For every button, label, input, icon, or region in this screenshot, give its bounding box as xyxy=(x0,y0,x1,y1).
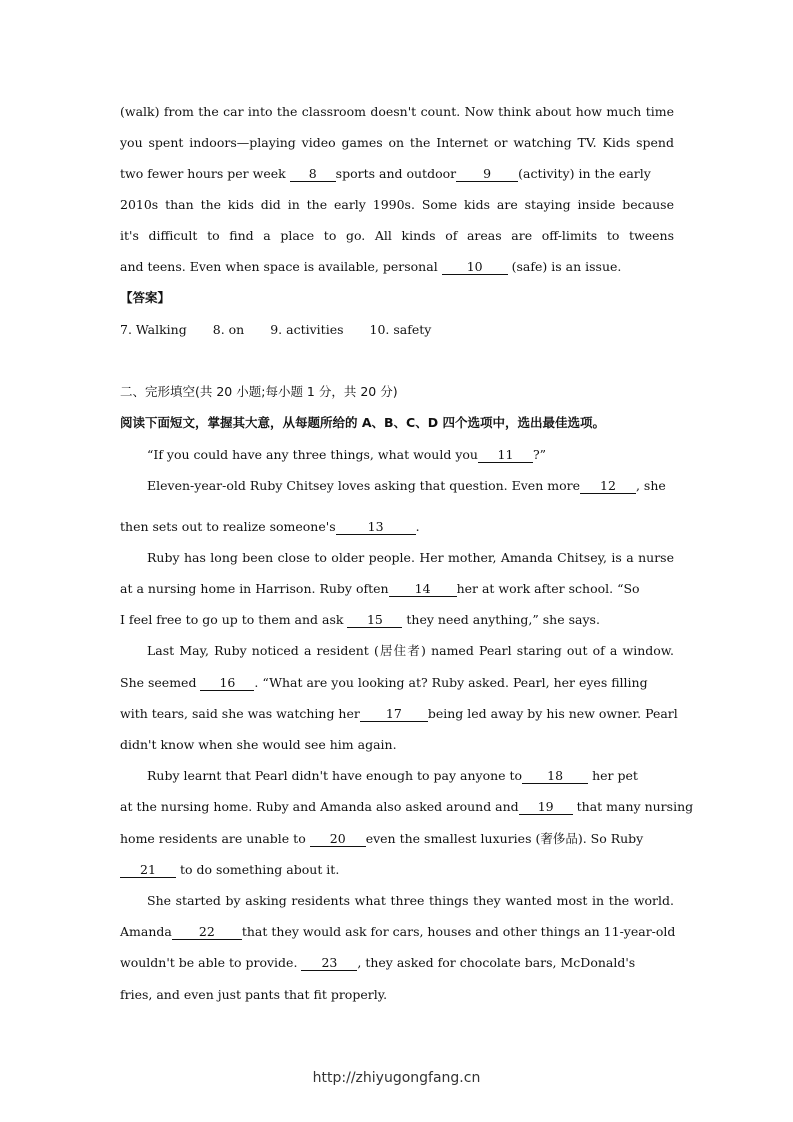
p-line-1 xyxy=(147,447,674,463)
line-1: (walk) from the car into the classroom doesn't count. Now think about how much time xyxy=(120,104,674,119)
answer-8: 8. on xyxy=(212,322,245,337)
p-line-6 xyxy=(120,612,674,628)
text: her at work after school. “So xyxy=(456,581,640,596)
p-line-17 xyxy=(120,955,674,971)
text: She seemed xyxy=(120,675,201,690)
blank-17: 17 xyxy=(360,707,428,722)
p-line-8 xyxy=(120,675,674,691)
section-title: 二、完形填空(共 20 小题;每小题 1 分，共 20 分) xyxy=(120,384,398,399)
p-line-12 xyxy=(120,799,694,815)
text: Ruby learnt that Pearl didn't have enough to pay anyone to xyxy=(147,768,523,783)
blank-16: 16 xyxy=(200,676,254,691)
text: “If you could have any three things, what would you xyxy=(147,447,478,462)
answer-9: 9. activities xyxy=(270,322,344,337)
p-line-5 xyxy=(120,581,674,597)
p-line-14 xyxy=(120,862,674,878)
line-5: it's difficult to find a place to go. All kinds of areas are off-limits to tweens xyxy=(120,228,674,243)
p-line-13 xyxy=(120,831,674,847)
p-line-3 xyxy=(120,519,674,535)
text: two fewer hours per week xyxy=(120,166,290,181)
answer-label: 【答案】 xyxy=(120,290,171,305)
blank-10: 10 xyxy=(442,260,508,275)
p-line-10: didn't know when she would see him again. xyxy=(120,737,397,752)
answer-10: 10. safety xyxy=(369,322,432,337)
text: . xyxy=(415,519,420,534)
line-4: 2010s than the kids did in the early 1990s. Some kids are staying inside because xyxy=(120,197,674,212)
answer-list xyxy=(120,322,674,338)
text: Eleven-year-old Ruby Chitsey loves asking that question. Even more xyxy=(147,478,580,493)
line-6 xyxy=(120,259,674,275)
blank-14: 14 xyxy=(389,582,457,597)
section-instruction: 阅读下面短文，掌握其大意，从每题所给的 A、B、C、D 四个选项中，选出最佳选项。 xyxy=(120,415,605,430)
text: even the smallest luxuries (奢侈品). So Ruby xyxy=(365,831,644,846)
text: her pet xyxy=(588,768,638,783)
text: being led away by his new owner. Pearl xyxy=(427,706,678,721)
text: they need anything,” she says. xyxy=(402,612,600,627)
blank-11: 11 xyxy=(478,448,533,463)
p-line-7: Last May, Ruby noticed a resident (居住者) named Pearl staring out of a window. xyxy=(147,643,674,658)
p-line-4: Ruby has long been close to older people. Her mother, Amanda Chitsey, is a nurse xyxy=(147,550,674,565)
p-line-9 xyxy=(120,706,678,722)
text: I feel free to go up to them and ask xyxy=(120,612,348,627)
blank-13: 13 xyxy=(336,520,416,535)
p-line-11 xyxy=(147,768,674,784)
answer-7: 7. Walking xyxy=(120,322,187,337)
line-2: you spent indoors—playing video games on the Internet or watching TV. Kids spend xyxy=(120,135,674,150)
blank-15: 15 xyxy=(347,613,402,628)
blank-12: 12 xyxy=(580,479,636,494)
text: , they asked for chocolate bars, McDonald's xyxy=(357,955,636,970)
blank-20: 20 xyxy=(310,832,366,847)
blank-8: 8 xyxy=(290,167,336,182)
text: that many nursing xyxy=(572,799,694,814)
footer-url[interactable]: http://zhiyugongfang.cn xyxy=(312,1070,481,1086)
text: to do something about it. xyxy=(176,862,340,877)
text: home residents are unable to xyxy=(120,831,310,846)
p-line-2 xyxy=(147,478,674,494)
text: , she xyxy=(635,478,666,493)
blank-18: 18 xyxy=(522,769,588,784)
p-line-18: fries, and even just pants that fit properly. xyxy=(120,987,388,1002)
text: (activity) in the early xyxy=(518,166,651,181)
blank-23: 23 xyxy=(301,956,357,971)
blank-9: 9 xyxy=(456,167,518,182)
blank-19: 19 xyxy=(519,800,573,815)
text: (safe) is an issue. xyxy=(507,259,622,274)
line-3 xyxy=(120,166,674,182)
text: ?” xyxy=(532,447,547,462)
text: then sets out to realize someone's xyxy=(120,519,336,534)
text: . “What are you looking at? Ruby asked. Pearl, her eyes filling xyxy=(254,675,648,690)
text: that they would ask for cars, houses and other things an 11-year-old xyxy=(241,924,676,939)
text: at a nursing home in Harrison. Ruby often xyxy=(120,581,389,596)
text: sports and outdoor xyxy=(335,166,457,181)
text: and teens. Even when space is available, personal xyxy=(120,259,442,274)
blank-21: 21 xyxy=(120,863,176,878)
text: wouldn't be able to provide. xyxy=(120,955,302,970)
text: at the nursing home. Ruby and Amanda also asked around and xyxy=(120,799,519,814)
p-line-16 xyxy=(120,924,674,940)
p-line-15: She started by asking residents what three things they wanted most in the world. xyxy=(147,893,674,908)
blank-22: 22 xyxy=(172,925,242,940)
text: with tears, said she was watching her xyxy=(120,706,360,721)
text: Amanda xyxy=(120,924,172,939)
